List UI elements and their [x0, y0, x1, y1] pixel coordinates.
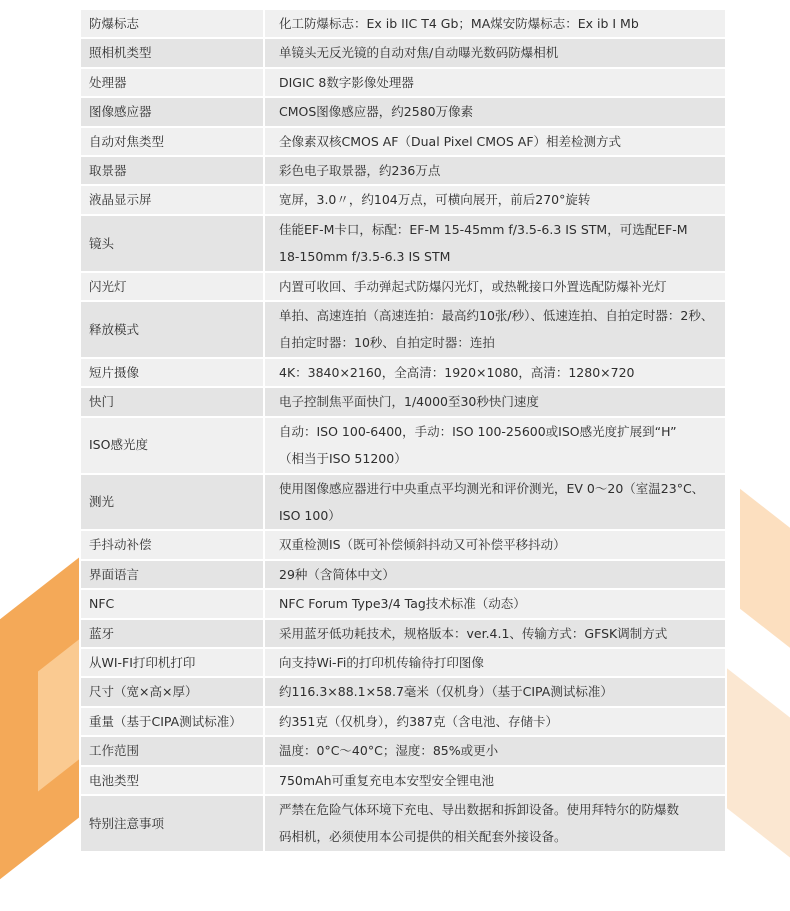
spec-label: 特别注意事项 [80, 795, 264, 852]
spec-row [80, 97, 726, 126]
spec-value-line: 化工防爆标志：Ex ib IIC T4 Gb；MA煤安防爆标志：Ex ib I Mb [279, 16, 639, 31]
spec-label: 尺寸（宽×高×厚） [80, 677, 264, 706]
spec-value [264, 417, 726, 474]
spec-row [80, 707, 726, 736]
spec-value-line: 温度：0°C～40°C；湿度：85%或更小 [279, 743, 499, 759]
spec-label: 闪光灯 [80, 272, 264, 301]
spec-row [80, 272, 726, 301]
spec-value [264, 272, 726, 301]
spec-value-line: 佳能EF-M卡口，标配：EF-M 15-45mm f/3.5-6.3 IS STM，可选配EF-M [279, 221, 688, 237]
spec-row [80, 387, 726, 416]
spec-value [264, 97, 726, 126]
spec-row [80, 474, 726, 531]
spec-value-line: 18-150mm f/3.5-6.3 IS STM [279, 249, 451, 265]
spec-value-line: 自拍定时器：10秒、自拍定时器：连拍 [279, 335, 495, 351]
spec-value-line: DIGIC 8数字影像处理器 [279, 74, 414, 90]
spec-table-body [80, 9, 726, 852]
spec-value-line: 使用图像感应器进行中央重点平均测光和评价测光，EV 0～20（室温23°C、 [279, 480, 705, 496]
spec-value-line: 约116.3×88.1×58.7毫米（仅机身）（基于CIPA测试标准） [279, 684, 613, 700]
spec-label: 工作范围 [80, 736, 264, 765]
spec-value [264, 127, 726, 156]
spec-value-line: 双重检测IS（既可补偿倾斜抖动又可补偿平移抖动） [279, 537, 566, 553]
spec-row [80, 358, 726, 387]
spec-row [80, 736, 726, 765]
spec-value-line: ISO 100） [279, 507, 341, 523]
spec-label: 手抖动补偿 [80, 530, 264, 559]
spec-label: 释放模式 [80, 301, 264, 358]
spec-value-line: （相当于ISO 51200） [279, 451, 407, 467]
spec-row [80, 127, 726, 156]
spec-label: 取景器 [80, 156, 264, 185]
spec-value-line: 彩色电子取景器，约236万点 [279, 163, 441, 179]
spec-value [264, 619, 726, 648]
spec-value [264, 677, 726, 706]
spec-value-line: 单拍、高速连拍（高速连拍：最高约10张/秒）、低速连拍、自拍定时器：2秒、 [279, 308, 714, 324]
spec-row [80, 589, 726, 618]
spec-row [80, 619, 726, 648]
spec-table [79, 8, 727, 853]
spec-row [80, 185, 726, 214]
spec-label: NFC [80, 589, 264, 618]
spec-value-line: 4K：3840×2160，全高清：1920×1080，高清：1280×720 [279, 364, 635, 380]
spec-value [264, 795, 726, 852]
spec-row [80, 677, 726, 706]
spec-label: 从WI-FI打印机打印 [80, 648, 264, 677]
spec-row [80, 530, 726, 559]
spec-value-line: 采用蓝牙低功耗技术，规格版本：ver.4.1、传输方式：GFSK调制方式 [279, 625, 668, 641]
spec-row [80, 68, 726, 97]
spec-value [264, 560, 726, 589]
spec-label: 处理器 [80, 68, 264, 97]
spec-value-line: 29种（含简体中文） [279, 566, 395, 582]
spec-value [264, 736, 726, 765]
spec-value-line: 向支持Wi-Fi的打印机传输待打印图像 [279, 654, 484, 670]
spec-label: ISO感光度 [80, 417, 264, 474]
spec-row [80, 301, 726, 358]
spec-value [264, 474, 726, 531]
spec-value [264, 387, 726, 416]
spec-value [264, 648, 726, 677]
spec-label: 界面语言 [80, 560, 264, 589]
spec-value-line: 自动：ISO 100-6400，手动：ISO 100-25600或ISO感光度扩展到“H” [279, 423, 677, 439]
spec-value-line: 严禁在危险气体环境下充电、导出数据和拆卸设备。使用拜特尔的防爆数 [279, 801, 680, 817]
spec-value [264, 589, 726, 618]
spec-value [264, 38, 726, 67]
spec-row [80, 215, 726, 272]
spec-label: 镜头 [80, 215, 264, 272]
spec-row [80, 648, 726, 677]
decorative-peach-shape [740, 489, 790, 672]
spec-row [80, 766, 726, 795]
spec-label: 照相机类型 [80, 38, 264, 67]
spec-label: 蓝牙 [80, 619, 264, 648]
spec-value-line: 码相机，必须使用本公司提供的相关配套外接设备。 [279, 829, 567, 845]
spec-value-line: 全像素双核CMOS AF（Dual Pixel CMOS AF）相差检测方式 [279, 133, 622, 149]
spec-value-line: 约351克（仅机身），约387克（含电池、存储卡） [279, 713, 558, 729]
spec-value-line: 电子控制焦平面快门，1/4000至30秒快门速度 [279, 394, 539, 410]
spec-value-line: CMOS图像感应器，约2580万像素 [279, 104, 474, 120]
spec-label: 自动对焦类型 [80, 127, 264, 156]
spec-value [264, 707, 726, 736]
spec-label: 图像感应器 [80, 97, 264, 126]
spec-value-line: 单镜头无反光镜的自动对焦/自动曝光数码防爆相机 [279, 45, 559, 61]
spec-value [264, 156, 726, 185]
spec-label: 快门 [80, 387, 264, 416]
spec-value [264, 358, 726, 387]
spec-value [264, 301, 726, 358]
spec-value [264, 68, 726, 97]
spec-row [80, 9, 726, 38]
spec-value [264, 215, 726, 272]
spec-value-line: NFC Forum Type3/4 Tag技术标准（动态） [279, 596, 526, 612]
spec-value-line: 内置可收回、手动弹起式防爆闪光灯，或热靴接口外置选配防爆补光灯 [279, 278, 667, 294]
spec-label: 重量（基于CIPA测试标准） [80, 707, 264, 736]
spec-value [264, 530, 726, 559]
spec-value-line: 750mAh可重复充电本安型安全锂电池 [279, 772, 495, 788]
spec-label: 电池类型 [80, 766, 264, 795]
spec-row [80, 795, 726, 852]
spec-value [264, 185, 726, 214]
spec-row [80, 417, 726, 474]
spec-label: 短片摄像 [80, 358, 264, 387]
spec-label: 防爆标志 [80, 9, 264, 38]
spec-value [264, 766, 726, 795]
spec-row [80, 560, 726, 589]
spec-value-line: 宽屏，3.0〃，约104万点，可横向展开，前后270°旋转 [279, 192, 591, 208]
spec-row [80, 38, 726, 67]
spec-row [80, 156, 726, 185]
spec-value [264, 9, 726, 38]
spec-label: 液晶显示屏 [80, 185, 264, 214]
spec-label: 测光 [80, 474, 264, 531]
